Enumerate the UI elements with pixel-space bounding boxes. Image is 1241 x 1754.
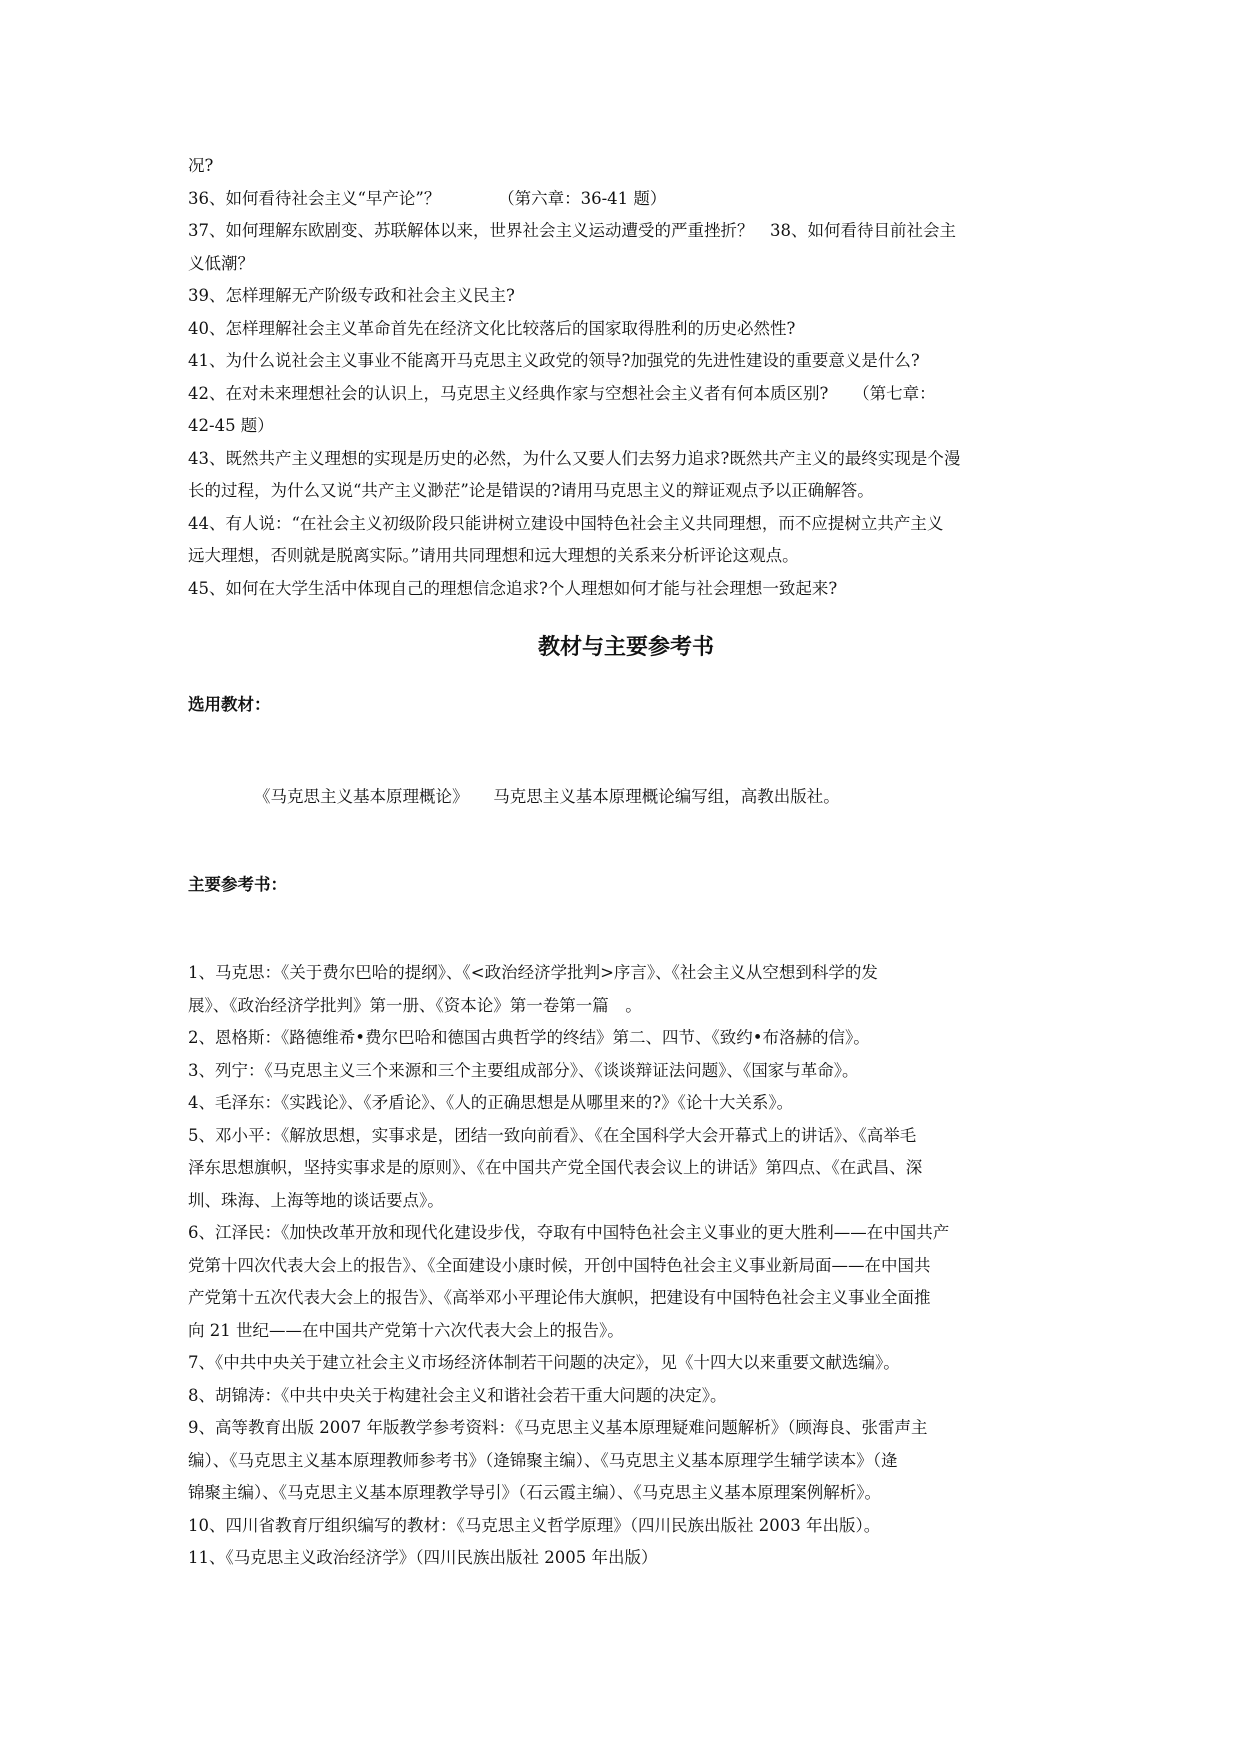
question-line: 远大理想，否则就是脱离实际。”请用共同理想和远大理想的关系来分析评论这观点。 bbox=[188, 546, 799, 565]
reference-line: 1、马克思：《关于费尔巴哈的提纲》、《<政治经济学批判>序言》、《社会主义从空想到科学的发 bbox=[188, 963, 878, 982]
question-line: 45、如何在大学生活中体现自己的理想信念追求?个人理想如何才能与社会理想一致起来? bbox=[188, 578, 838, 598]
spacer bbox=[188, 901, 1064, 957]
document-page bbox=[188, 150, 1064, 1575]
references-heading: 主要参考书： bbox=[188, 875, 287, 894]
question-line: 36、如何看待社会主义“早产论”？ （第六章：36-41 题） bbox=[188, 188, 667, 208]
textbook-heading: 选用教材： bbox=[188, 695, 271, 714]
reference-line: 圳、珠海、上海等地的谈话要点》。 bbox=[188, 1190, 444, 1210]
question-line: 37、如何理解东欧剧变、苏联解体以来，世界社会主义运动遭受的严重挫折？ 38、如何看待目前社会主 bbox=[188, 221, 956, 240]
reference-line: 5、邓小平：《解放思想，实事求是，团结一致向前看》、《在全国科学大会开幕式上的讲话》、《高举毛 bbox=[188, 1125, 917, 1145]
reference-line: 6、江泽民：《加快改革开放和现代化建设步伐，夺取有中国特色社会主义事业的更大胜利——在中国共产 bbox=[188, 1223, 950, 1242]
reference-line: 4、毛泽东：《实践论》、《矛盾论》、《人的正确思想是从哪里来的?》《论十大关系》。 bbox=[188, 1093, 794, 1112]
question-line: 44、有人说：“在社会主义初级阶段只能讲树立建设中国特色社会主义共同理想，而不应提树立共产主义 bbox=[188, 513, 944, 533]
reference-line: 泽东思想旗帜，坚持实事求是的原则》、《在中国共产党全国代表会议上的讲话》第四点、《在武昌、深 bbox=[188, 1158, 923, 1177]
reference-line: 11、《马克思主义政治经济学》（四川民族出版社 2005 年出版） bbox=[188, 1548, 658, 1567]
question-line: 39、怎样理解无产阶级专政和社会主义民主? bbox=[188, 286, 515, 305]
section-title: 教材与主要参考书 bbox=[537, 634, 714, 660]
question-line: 43、既然共产主义理想的实现是历史的必然，为什么又要人们去努力追求?既然共产主义的最终实现是个漫 bbox=[188, 448, 961, 468]
reference-list bbox=[188, 957, 1064, 1575]
reference-line: 展》、《政治经济学批判》第一册、《资本论》第一卷第一篇 。 bbox=[188, 995, 642, 1015]
reference-line: 编）、《马克思主义基本原理教师参考书》（逄锦聚主编）、《马克思主义基本原理学生辅学读本》（逄 bbox=[188, 1450, 898, 1470]
reference-line: 9、高等教育出版 2007 年版教学参考资料：《马克思主义基本原理疑难问题解析》（顾海良、张雷声主 bbox=[188, 1418, 928, 1437]
textbook-entry: 《马克思主义基本原理概论》 马克思主义基本原理概论编写组，高教出版社。 bbox=[254, 787, 840, 806]
question-list bbox=[188, 150, 1064, 605]
question-line: 40、怎样理解社会主义革命首先在经济文化比较落后的国家取得胜利的历史必然性? bbox=[188, 318, 796, 338]
question-line: 义低潮？ bbox=[188, 253, 254, 273]
reference-line: 7、《中共中央关于建立社会主义市场经济体制若干问题的决定》，见《十四大以来重要文献选编》。 bbox=[188, 1353, 900, 1372]
reference-line: 向 21 世纪——在中国共产党第十六次代表大会上的报告》。 bbox=[188, 1320, 624, 1340]
reference-line: 锦聚主编）、《马克思主义基本原理教学导引》（石云霞主编）、《马克思主义基本原理案例解析》。 bbox=[188, 1483, 881, 1502]
question-line: 42-45 题） bbox=[188, 416, 274, 435]
question-line: 况? bbox=[188, 156, 214, 175]
reference-line: 3、列宁：《马克思主义三个来源和三个主要组成部分》、《谈谈辩证法问题》、《国家与革命》。 bbox=[188, 1060, 859, 1080]
reference-line: 党第十四次代表大会上的报告》、《全面建设小康时候，开创中国特色社会主义事业新局面——在中国共 bbox=[188, 1255, 931, 1275]
reference-line: 产党第十五次代表大会上的报告》、《高举邓小平理论伟大旗帜，把建设有中国特色社会主义事业全面推 bbox=[188, 1288, 931, 1307]
question-line: 长的过程，为什么又说“共产主义渺茫”论是错误的?请用马克思主义的辩证观点予以正确解答。 bbox=[188, 481, 874, 500]
reference-line: 10、四川省教育厅组织编写的教材：《马克思主义哲学原理》（四川民族出版社 2003 年出版）。 bbox=[188, 1515, 881, 1535]
question-line: 42、在对未来理想社会的认识上，马克思主义经典作家与空想社会主义者有何本质区别? （第七章： bbox=[188, 383, 936, 403]
reference-line: 2、恩格斯：《路德维希•费尔巴哈和德国古典哲学的终结》第二、四节、《致约•布洛赫的信》。 bbox=[188, 1028, 870, 1047]
question-line: 41、为什么说社会主义事业不能离开马克思主义政党的领导?加强党的先进性建设的重要意义是什么? bbox=[188, 351, 920, 370]
spacer bbox=[188, 813, 1064, 869]
reference-line: 8、胡锦涛：《中共中央关于构建社会主义和谐社会若干重大问题的决定》。 bbox=[188, 1385, 727, 1405]
